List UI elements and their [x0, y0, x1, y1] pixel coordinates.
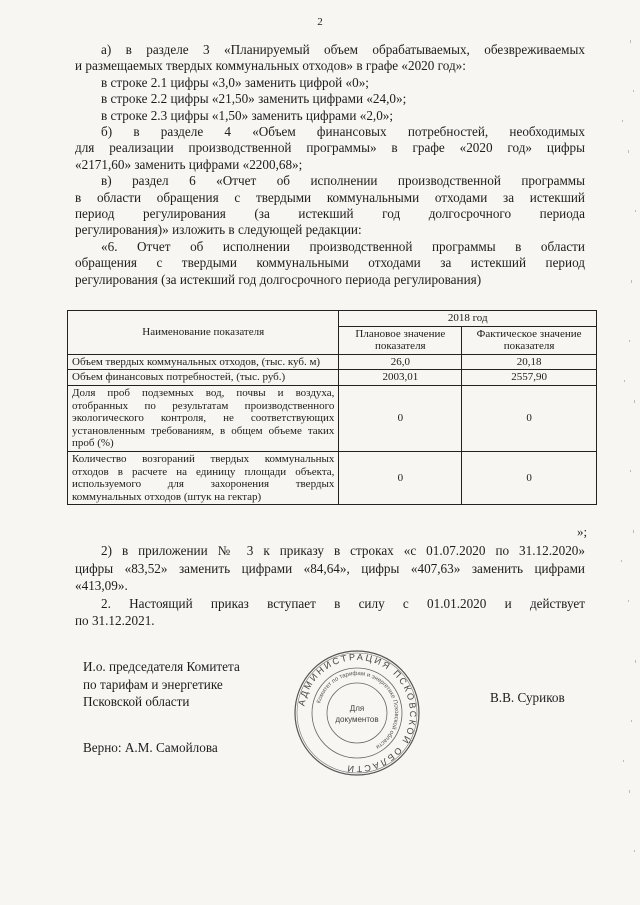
page-number: 2 — [317, 16, 323, 28]
paragraph-v-line1: в) раздел 6 «Отчет об исполнении производственной программы — [101, 173, 585, 189]
paragraph-b-line3: «2171,60» заменить цифрами «2200,68»; — [75, 156, 303, 172]
document-body — [75, 42, 585, 288]
document-body-continued — [75, 542, 585, 630]
scan-edge-noise — [600, 0, 640, 905]
official-seal-stamp — [292, 648, 422, 778]
header-indicator-name: Наименование показателя — [68, 311, 339, 355]
seal-center-line2: документов — [335, 715, 379, 724]
seal-center-line1: Для — [349, 704, 365, 713]
position-line2: по тарифам и энергетике — [83, 676, 223, 692]
paragraph-a-item3: в строке 2.3 цифры «1,50» заменить цифрами «2,0»; — [101, 107, 394, 123]
table-header-row — [68, 311, 597, 327]
paragraph-a-item1: в строке 2.1 цифры «3,0» заменить цифрой «0»; — [101, 74, 369, 90]
paragraph-a-item2: в строке 2.2 цифры «21,50» заменить цифрами «24,0»; — [101, 91, 407, 107]
row-fact-value: 0 — [462, 385, 597, 451]
row-plan-value: 0 — [339, 451, 462, 504]
paragraph-a-line2: и размещаемых твердых коммунальных отходов» в графе «2020 год»: — [75, 58, 466, 74]
row-fact-value: 2557,90 — [462, 370, 597, 386]
position-line1: И.о. председателя Комитета — [83, 659, 240, 674]
paragraph-2-line2: цифры «83,52» заменить цифрами «84,64», цифры «407,63» заменить цифрами — [75, 560, 585, 576]
paragraph-2-line1: 2) в приложении № 3 к приказу в строках «с 01.07.2020 по 31.12.2020» — [101, 543, 585, 558]
header-fact: Фактическое значение показателя — [462, 326, 597, 354]
effective-line1: 2. Настоящий приказ вступает в силу с 01.01.2020 и действует — [101, 595, 585, 611]
report-table — [67, 310, 597, 505]
paragraph-v-line4: регулирования)» изложить в следующей редакции: — [75, 222, 362, 238]
header-year: 2018 год — [339, 311, 597, 327]
closing-quote-mark: »; — [577, 524, 588, 539]
row-plan-value: 2003,01 — [339, 370, 462, 386]
row-label: Доля проб подземных вод, почвы и воздуха, отобранных по результатам производственного экологического контроля, не соответствующих установленным требованиям, в общем объеме таких проб (%) — [68, 385, 339, 451]
row-fact-value: 0 — [462, 451, 597, 504]
table-row — [68, 354, 597, 370]
seal-inner-text: Комитет по тарифам и энергетике Псковской области — [316, 670, 400, 750]
row-label: Объем финансовых потребностей, (тыс. руб.) — [68, 370, 339, 386]
row-plan-value: 0 — [339, 385, 462, 451]
header-plan: Плановое значение показателя — [339, 326, 462, 354]
paragraph-b-line1: б) в разделе 4 «Объем финансовых потребностей, необходимых — [101, 124, 585, 140]
signer-name: В.В. Суриков — [490, 690, 565, 705]
position-line3: Псковской области — [83, 694, 190, 709]
paragraph-v-line2: в области обращения с твердыми коммунальными отходами за истекший — [75, 189, 585, 205]
quote-line2: обращения с твердыми коммунальными отходами за истекший период — [75, 255, 585, 271]
paragraph-v-line3: период регулирования (за истекший год долгосрочного периода — [75, 206, 585, 222]
paragraph-b-line2: для реализации производственной программы» в графе «2020 год» цифры — [75, 140, 585, 156]
signatory-position — [83, 658, 240, 711]
paragraph-a-line1: а) в разделе 3 «Планируемый объем обрабатываемых, обезвреживаемых — [101, 42, 585, 57]
table-row — [68, 370, 597, 386]
seal-outer-text: АДМИНИСТРАЦИЯ ПСКОВСКОЙ ОБЛАСТИ — [296, 651, 419, 775]
row-label: Объем твердых коммунальных отходов, (тыс. куб. м) — [68, 354, 339, 370]
row-label: Количество возгораний твердых коммунальных отходов в расчете на единицу площади объекта, используемого для захоронения твердых коммунальных отходов (штук на гектар) — [68, 451, 339, 504]
row-plan-value: 26,0 — [339, 354, 462, 370]
table-row — [68, 385, 597, 451]
quote-line1: «6. Отчет об исполнении производственной программы в области — [101, 238, 585, 254]
paragraph-2-line3: «413,09». — [75, 578, 128, 593]
table-row — [68, 451, 597, 504]
effective-line2: по 31.12.2021. — [75, 613, 155, 628]
row-fact-value: 20,18 — [462, 354, 597, 370]
certification-note: Верно: А.М. Самойлова — [83, 740, 218, 755]
quote-line3: регулирования (за истекший год долгосрочного периода регулирования) — [75, 271, 482, 287]
